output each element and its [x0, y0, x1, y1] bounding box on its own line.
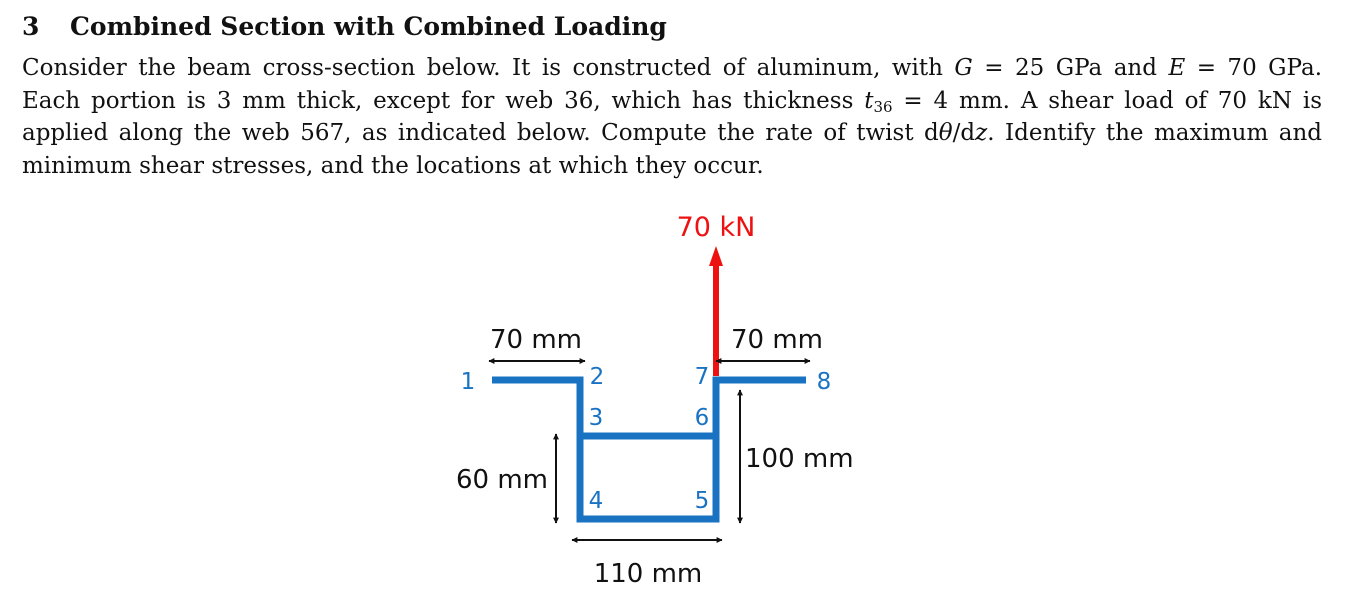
node-6: 6: [694, 405, 710, 431]
math-theta: θ: [938, 120, 953, 146]
problem-line-4: minimum shear stresses, and the locations at which they occur.: [22, 152, 764, 179]
dim-right-flange-label: 70 mm: [730, 325, 824, 355]
node-5: 5: [694, 488, 710, 514]
node-2: 2: [589, 364, 605, 390]
node-7: 7: [694, 364, 710, 390]
dim-left-height-label: 60 mm: [455, 465, 548, 495]
math-G: G: [954, 55, 973, 81]
dim-left-flange-label: 70 mm: [489, 325, 583, 355]
section-title: Combined Section with Combined Loading: [70, 12, 667, 41]
text-run: = 25 GPa and: [972, 55, 1169, 81]
shear-load-arrowhead: [709, 246, 723, 266]
node-8: 8: [816, 369, 832, 395]
math-z: z: [975, 120, 988, 146]
right-web-and-flange: [716, 380, 806, 436]
dim-right-height-label: 100 mm: [745, 444, 854, 474]
math-t-subscript: 36: [873, 97, 893, 116]
dim-bottom-width-label: 110 mm: [593, 559, 703, 589]
text-run: Consider the beam cross-section below. It is constructed of aluminum, with: [22, 55, 955, 81]
dimension-labels: [456, 325, 854, 589]
text-run: = 70 GPa.: [1185, 55, 1323, 81]
left-flange-and-web: [492, 380, 580, 519]
node-1: 1: [460, 369, 476, 395]
section-number: 3: [22, 12, 40, 41]
text-run: = 4 mm. A shear load of 70 kN is: [892, 87, 1322, 114]
math-t: t: [864, 87, 874, 114]
node-4: 4: [588, 488, 604, 514]
shear-load-label: 70 kN: [676, 212, 756, 243]
node-3: 3: [588, 405, 604, 431]
text-run: Each portion is 3 mm thick, except for web 36, which has thickness: [22, 87, 865, 114]
text-run: /d: [952, 120, 976, 146]
math-E: E: [1168, 55, 1186, 81]
text-run: applied along the web 567, as indicated below. Compute the rate of twist d: [22, 120, 939, 146]
text-run: . Identify the maximum and: [987, 120, 1322, 146]
